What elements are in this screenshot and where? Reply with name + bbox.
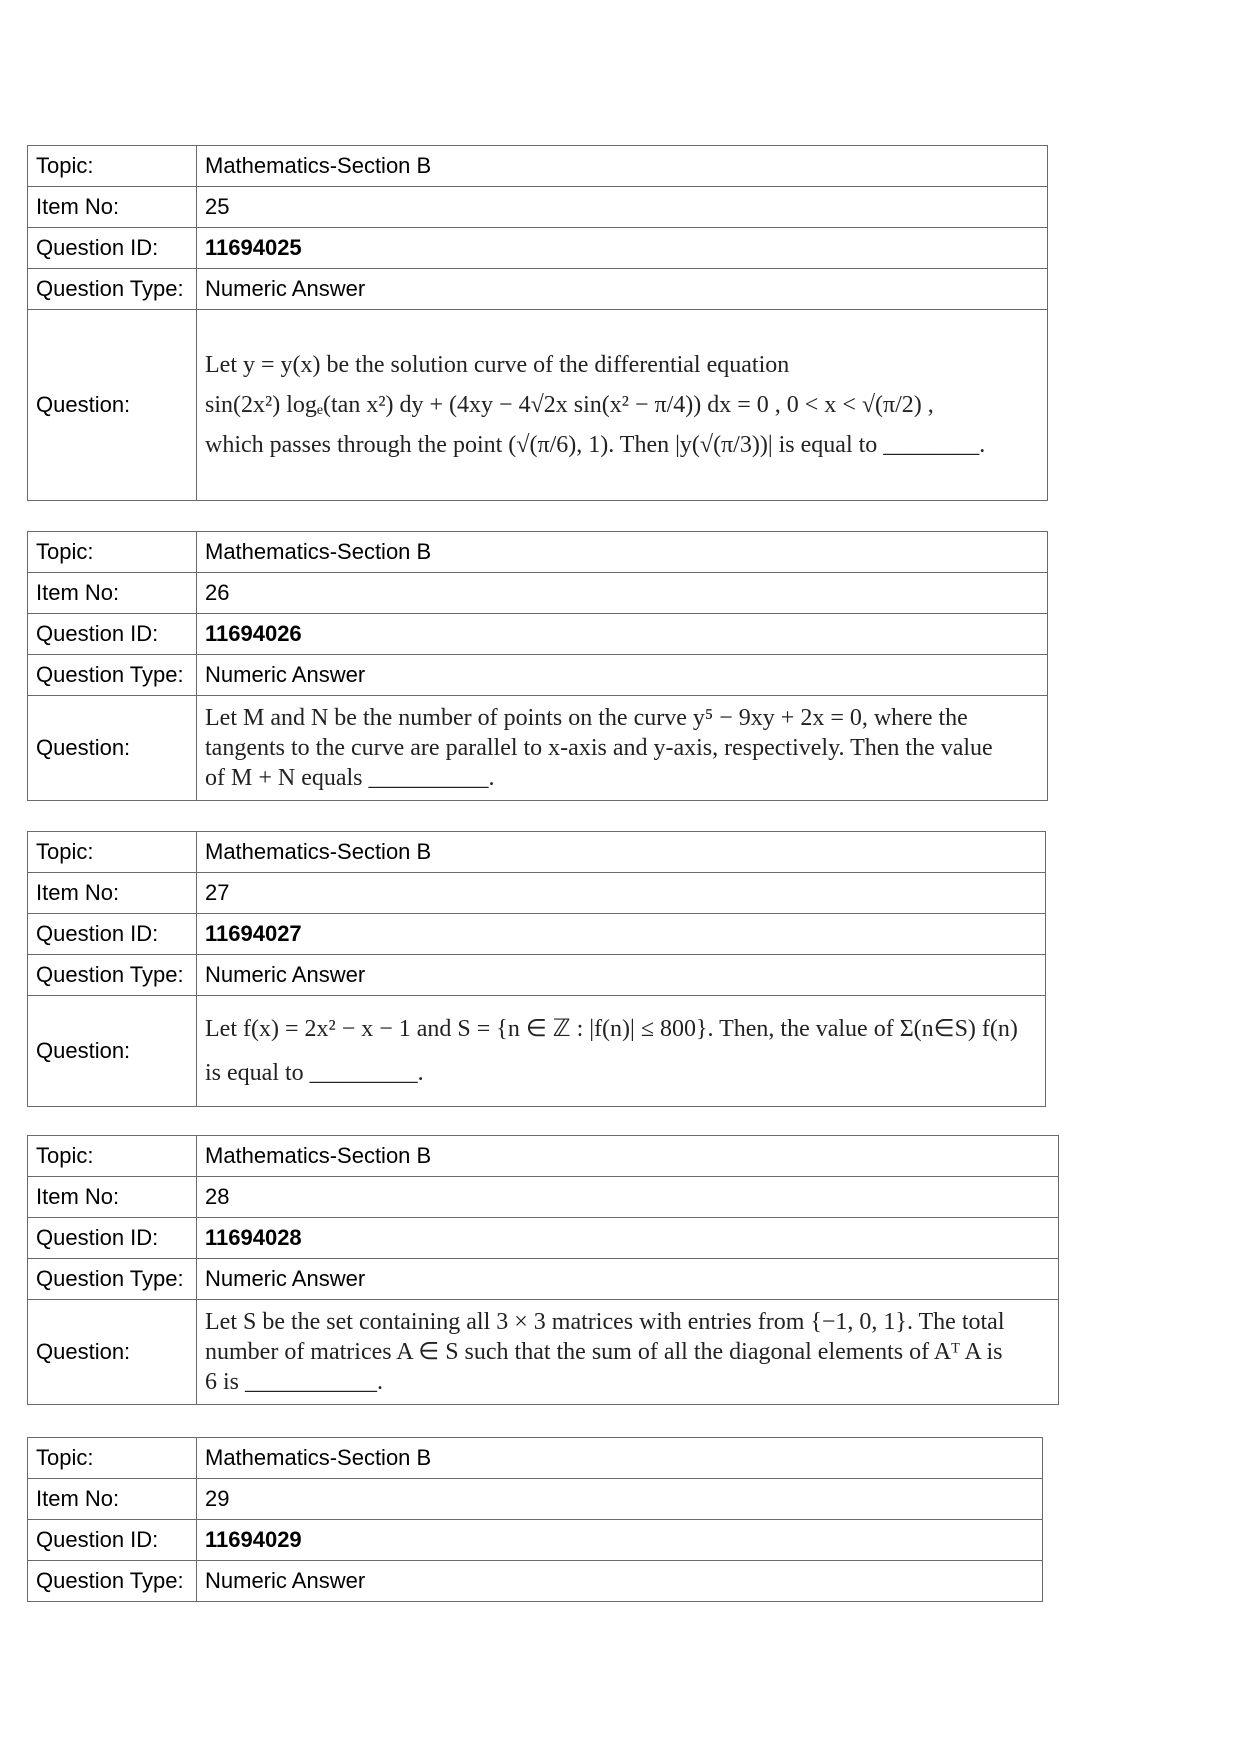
question-line-3: 6 is ___________. — [205, 1369, 384, 1395]
question-line-2: number of matrices A ∈ S such that the sum of all the diagonal elements of Aᵀ A is — [205, 1339, 1003, 1365]
question-id-label: Question ID: — [28, 1520, 197, 1561]
question-label: Question: — [28, 996, 197, 1107]
question-id-value: 11694027 — [197, 914, 1046, 955]
question-id-value: 11694028 — [197, 1218, 1059, 1259]
topic-value: Mathematics-Section B — [197, 146, 1048, 187]
question-id-value: 11694025 — [197, 228, 1048, 269]
item-no-value: 27 — [197, 873, 1046, 914]
item-no-label: Item No: — [28, 187, 197, 228]
question-card-25 — [27, 145, 1048, 501]
question-line-2: is equal to _________. — [205, 1060, 424, 1086]
question-line-2: sin(2x²) logₑ(tan x²) dy + (4xy − 4√2x sin(x² − π/4)) dx = 0 , 0 < x < √(π/2) , — [205, 392, 934, 418]
topic-value: Mathematics-Section B — [197, 1136, 1059, 1177]
question-line-1: Let S be the set containing all 3 × 3 matrices with entries from {−1, 0, 1}. The total — [205, 1309, 1005, 1335]
question-type-label: Question Type: — [28, 269, 197, 310]
question-text — [205, 703, 1039, 793]
question-line-3: of M + N equals __________. — [205, 765, 495, 791]
question-line-1: Let f(x) = 2x² − x − 1 and S = {n ∈ ℤ : |f(n)| ≤ 800}. Then, the value of Σ(n∈S) f(n) — [205, 1016, 1018, 1042]
question-line-2: tangents to the curve are parallel to x-axis and y-axis, respectively. Then the value — [205, 735, 993, 761]
question-type-label: Question Type: — [28, 955, 197, 996]
item-no-label: Item No: — [28, 1177, 197, 1218]
question-id-label: Question ID: — [28, 914, 197, 955]
question-type-label: Question Type: — [28, 1259, 197, 1300]
item-no-label: Item No: — [28, 873, 197, 914]
question-id-label: Question ID: — [28, 614, 197, 655]
question-text — [205, 1014, 1037, 1088]
item-no-value: 25 — [197, 187, 1048, 228]
question-id-value: 11694029 — [197, 1520, 1043, 1561]
topic-label: Topic: — [28, 146, 197, 187]
question-text — [205, 1307, 1050, 1397]
question-id-value: 11694026 — [197, 614, 1048, 655]
question-type-value: Numeric Answer — [197, 655, 1048, 696]
question-type-label: Question Type: — [28, 1561, 197, 1602]
item-no-value: 26 — [197, 573, 1048, 614]
question-card-28 — [27, 1135, 1059, 1405]
question-body — [197, 696, 1048, 801]
topic-label: Topic: — [28, 1136, 197, 1177]
question-line-1: Let M and N be the number of points on the curve y⁵ − 9xy + 2x = 0, where the — [205, 705, 968, 731]
question-card-27 — [27, 831, 1046, 1107]
question-type-value: Numeric Answer — [197, 269, 1048, 310]
topic-value: Mathematics-Section B — [197, 1438, 1043, 1479]
question-body — [197, 310, 1048, 501]
question-text — [205, 350, 1039, 460]
topic-label: Topic: — [28, 532, 197, 573]
topic-value: Mathematics-Section B — [197, 832, 1046, 873]
question-label: Question: — [28, 310, 197, 501]
item-no-label: Item No: — [28, 573, 197, 614]
topic-label: Topic: — [28, 1438, 197, 1479]
item-no-value: 29 — [197, 1479, 1043, 1520]
question-id-label: Question ID: — [28, 228, 197, 269]
question-line-3: which passes through the point (√(π/6), 1). Then |y(√(π/3))| is equal to ________. — [205, 432, 986, 458]
item-no-value: 28 — [197, 1177, 1059, 1218]
question-type-value: Numeric Answer — [197, 1259, 1059, 1300]
question-type-value: Numeric Answer — [197, 955, 1046, 996]
topic-value: Mathematics-Section B — [197, 532, 1048, 573]
question-type-label: Question Type: — [28, 655, 197, 696]
question-label: Question: — [28, 696, 197, 801]
topic-label: Topic: — [28, 832, 197, 873]
question-id-label: Question ID: — [28, 1218, 197, 1259]
question-line-1: Let y = y(x) be the solution curve of the differential equation — [205, 352, 790, 378]
question-type-value: Numeric Answer — [197, 1561, 1043, 1602]
question-body — [197, 996, 1046, 1107]
item-no-label: Item No: — [28, 1479, 197, 1520]
question-label: Question: — [28, 1300, 197, 1405]
question-card-29 — [27, 1437, 1043, 1602]
question-card-26 — [27, 531, 1048, 801]
question-body — [197, 1300, 1059, 1405]
